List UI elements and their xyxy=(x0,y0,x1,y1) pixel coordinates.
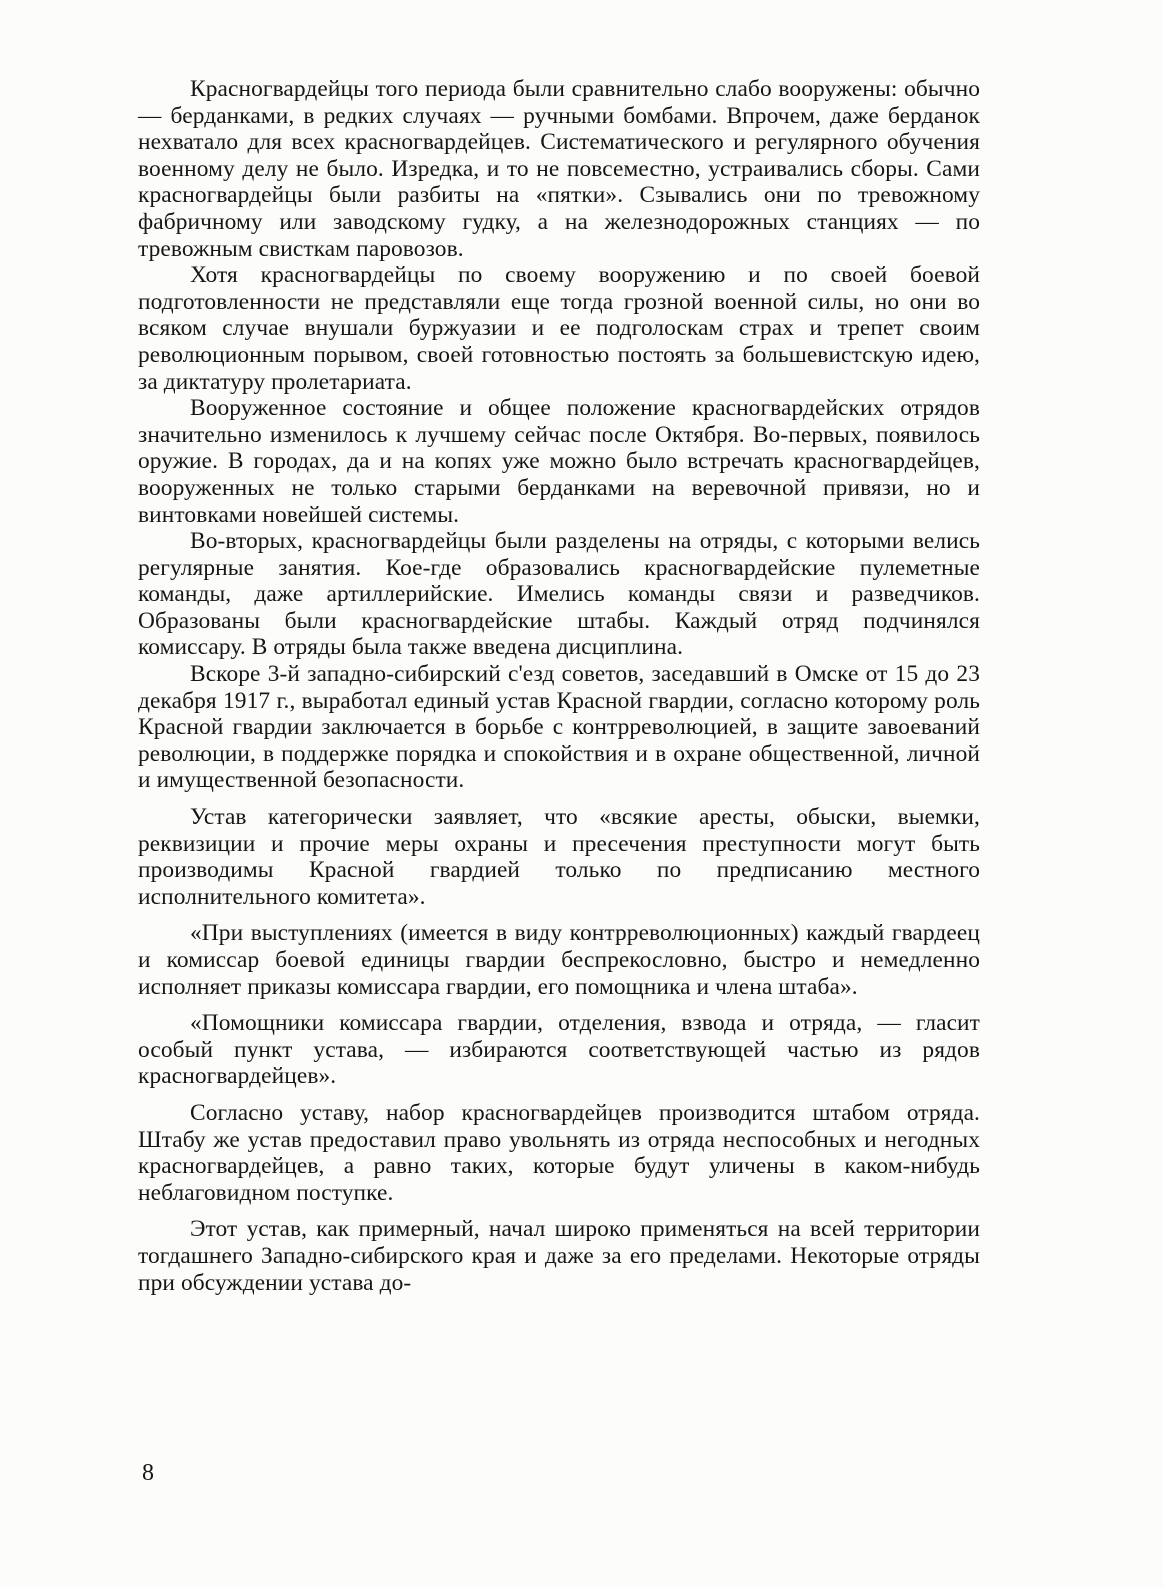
body-text xyxy=(138,76,980,1296)
paragraph-10: Этот устав, как примерный, начал широко применяться на всей территории тогдашнего Западно-сибирского края и даже за его пределами. Некоторые отряды при обсуждении устава до- xyxy=(138,1216,980,1296)
paragraph-8: «Помощники комиссара гвардии, отделения, взвода и отряда, — гласит особый пункт устава, — избираются соответствующей частью из рядов красногвардейцев». xyxy=(138,1010,980,1090)
paragraph-5: Вскоре 3-й западно-сибирский с'езд советов, заседавший в Омске от 15 до 23 декабря 1917 г., выработал единый устав Красной гвардии, согласно которому роль Красной гвардии заключается в борьбе с контрреволюцией, в защите завоеваний революции, в поддержке порядка и спокойствия и в охране общественной, личной и имущественной безопасности. xyxy=(138,661,980,794)
page-number: 8 xyxy=(142,1460,154,1486)
paragraph-3: Вооруженное состояние и общее положение красногвардейских отрядов значительно изменилось к лучшему сейчас после Октября. Во-первых, появилось оружие. В городах, да и на копях уже можно было встречать красногвардейцев, вооруженных не только старыми берданками на веревочной привязи, но и винтовками новейшей системы. xyxy=(138,395,980,528)
paragraph-9: Согласно уставу, набор красногвардейцев производится штабом отряда. Штабу же устав предоставил право увольнять из отряда неспособных и негодных красногвардейцев, а равно таких, которые будут уличены в каком-нибудь неблаговидном поступке. xyxy=(138,1099,980,1206)
paragraph-7: «При выступлениях (имеется в виду контрреволюционных) каждый гвардеец и комиссар боевой единицы гвардии беспрекословно, быстро и немедленно исполняет приказы комиссара гвардии, его помощника и члена штаба». xyxy=(138,920,980,1000)
paragraph-4: Во-вторых, красногвардейцы были разделены на отряды, с которыми велись регулярные занятия. Кое-где образовались красногвардейские пулеметные команды, даже артиллерийские. Имелись команды связи и разведчиков. Образованы были красногвардейские штабы. Каждый отряд подчинялся комиссару. В отряды была также введена дисциплина. xyxy=(138,528,980,661)
paragraph-6: Устав категорически заявляет, что «всякие аресты, обыски, выемки, реквизиции и прочие меры охраны и пресечения преступности могут быть производимы Красной гвардией только по предписанию местного исполнительного комитета». xyxy=(138,804,980,910)
paragraph-1: Красногвардейцы того периода были сравнительно слабо вооружены: обычно — берданками, в редких случаях — ручными бомбами. Впрочем, даже берданок нехватало для всех красногвардейцев. Систематического и регулярного обучения военному делу не было. Изредка, и то не повсеместно, устраивались сборы. Сами красногвардейцы были разбиты на «пятки». Сзывались они по тревожному фабричному или заводскому гудку, а на железнодорожных станциях — по тревожным свисткам паровозов. xyxy=(138,76,980,262)
paragraph-2: Хотя красногвардейцы по своему вооружению и по своей боевой подготовленности не представляли еще тогда грозной военной силы, но они во всяком случае внушали буржуазии и ее подголоскам страх и трепет своим революционным порывом, своей готовностью постоять за большевистскую идею, за диктатуру пролетариата. xyxy=(138,262,980,395)
